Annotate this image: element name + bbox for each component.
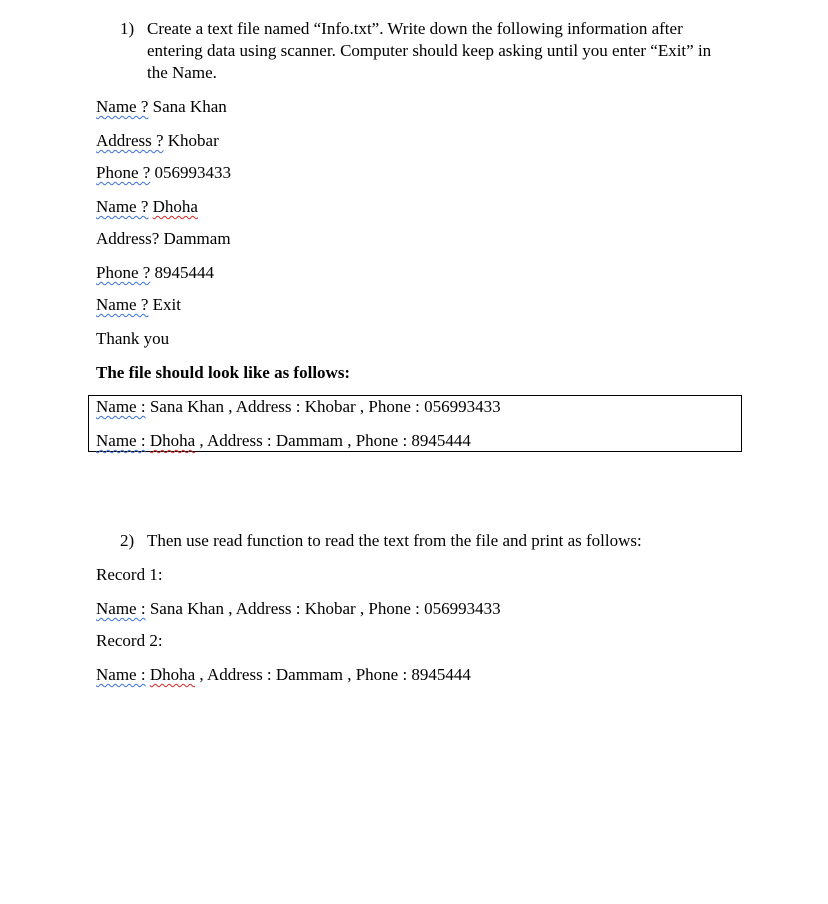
dialog-value-misspelled: Dhoha — [152, 197, 198, 216]
thank-you-line: Thank you — [96, 329, 170, 348]
record-2-label: Record 2: — [96, 631, 163, 650]
record-1-line — [96, 599, 501, 619]
file-row-rest: , Address : Dammam , Phone : 8945444 — [195, 431, 471, 450]
instruction-line-1: Create a text file named “Info.txt”. Write down the following information after — [147, 19, 683, 38]
dialog-line-name-2 — [96, 197, 198, 217]
dialog-prompt: Name ? — [96, 197, 149, 216]
dialog-prompt: Address? Dammam — [96, 229, 231, 248]
list-number-1: 1) — [120, 19, 135, 38]
instruction-line-2: entering data using scanner. Computer should keep asking until you enter “Exit” in — [147, 41, 712, 60]
record-rest: Sana Khan , Address : Khobar , Phone : 056993433 — [145, 599, 501, 618]
dialog-line-phone-1 — [96, 163, 231, 183]
record-1-label: Record 1: — [96, 565, 163, 584]
dialog-prompt: Address ? — [96, 131, 164, 150]
dialog-prompt: Name ? — [96, 295, 149, 314]
dialog-line-name-1 — [96, 97, 227, 117]
file-row-rest: Sana Khan , Address : Khobar , Phone : 056993433 — [145, 397, 501, 416]
record-name-misspelled: Dhoha — [149, 665, 196, 684]
instruction-line-3: the Name. — [147, 63, 217, 82]
dialog-value: 8945444 — [150, 263, 215, 282]
section2-instruction: Then use read function to read the text from the file and print as follows: — [147, 531, 642, 550]
file-row-1 — [96, 397, 501, 417]
dialog-prompt: Phone ? — [96, 263, 151, 282]
record-label: Name : — [96, 599, 146, 618]
record-label: Name : — [96, 665, 146, 684]
dialog-value: Exit — [148, 295, 181, 314]
dialog-line-address-1 — [96, 131, 219, 151]
file-heading: The file should look like as follows: — [96, 363, 351, 382]
dialog-prompt: Name ? — [96, 97, 149, 116]
file-row-2 — [96, 431, 471, 451]
dialog-value: Sana Khan — [148, 97, 227, 116]
record-2-line — [96, 665, 471, 685]
dialog-line-name-3 — [96, 295, 181, 315]
section1-instruction — [147, 18, 737, 84]
file-row-label: Name : — [96, 431, 146, 450]
file-row-label: Name : — [96, 397, 146, 416]
dialog-prompt: Phone ? — [96, 163, 151, 182]
record-rest: , Address : Dammam , Phone : 8945444 — [195, 665, 471, 684]
dialog-value: Khobar — [163, 131, 219, 150]
dialog-value: 056993433 — [150, 163, 232, 182]
list-number-2: 2) — [120, 531, 135, 550]
dialog-line-phone-2 — [96, 263, 214, 283]
dialog-line-address-2 — [96, 229, 231, 249]
file-row-name-misspelled: Dhoha — [149, 431, 196, 450]
